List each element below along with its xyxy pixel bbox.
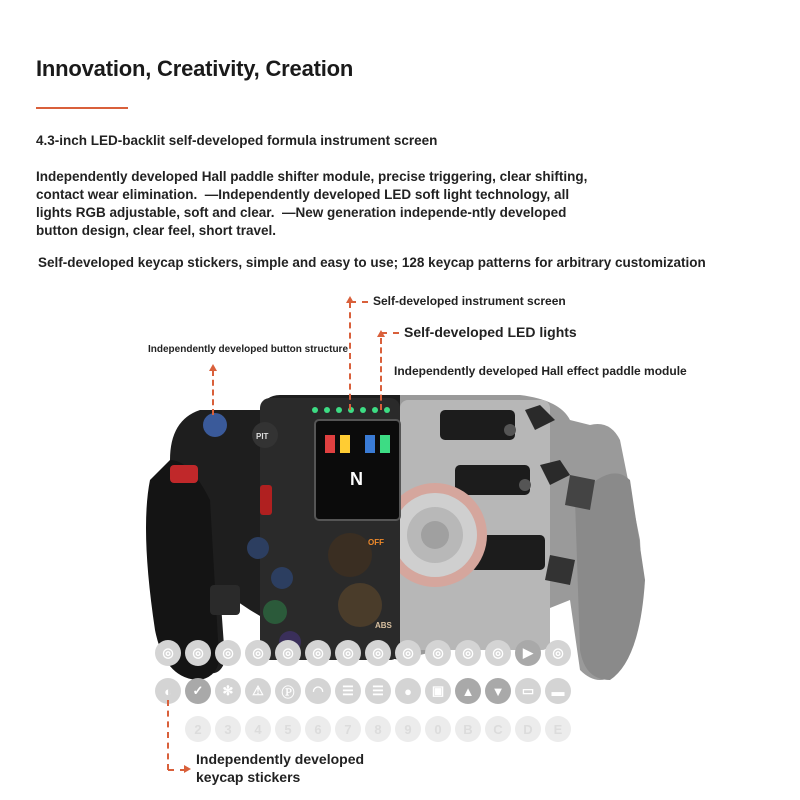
led-callout-line bbox=[380, 338, 382, 410]
left-paddle bbox=[210, 585, 240, 615]
keycap-number: 8 bbox=[365, 716, 391, 742]
keycap-number: 4 bbox=[245, 716, 271, 742]
keycap-row-3 bbox=[185, 716, 571, 742]
keycap-number: 6 bbox=[305, 716, 331, 742]
callout-keycap-stickers bbox=[196, 750, 364, 786]
abs-label: ABS bbox=[375, 621, 392, 630]
top-left-button bbox=[203, 413, 227, 437]
keycap-icon: ◎ bbox=[545, 640, 571, 666]
keycap-icon: ◎ bbox=[215, 640, 241, 666]
triangle-down-icon: ▼ bbox=[485, 678, 511, 704]
wheel-icon: ✻ bbox=[215, 678, 241, 704]
play-icon: ▶ bbox=[515, 640, 541, 666]
battery-icon: ▭ bbox=[515, 678, 541, 704]
keycap-row-2 bbox=[155, 678, 571, 704]
beam-icon: ☰ bbox=[365, 678, 391, 704]
pit-label: PIT bbox=[256, 432, 269, 441]
keycap-icon: ◎ bbox=[245, 640, 271, 666]
keycap-callout-line bbox=[167, 700, 169, 770]
led-callout-tick bbox=[381, 332, 399, 334]
keycap-number: 0 bbox=[425, 716, 451, 742]
keycap-arrow-icon bbox=[184, 765, 191, 773]
red-rotary bbox=[170, 465, 198, 483]
keycaps-paragraph: Self-developed keycap stickers, simple and easy to use; 128 keycap patterns for arbitrary customization bbox=[38, 255, 706, 270]
screen-callout-tick bbox=[350, 301, 368, 303]
callout-keycap-line1: Independently developed bbox=[196, 751, 365, 767]
page-title: Innovation, Creativity, Creation bbox=[36, 56, 354, 81]
keycap-icon: ◎ bbox=[395, 640, 421, 666]
wiper-icon: ◠ bbox=[305, 678, 331, 704]
keycap-number: C bbox=[485, 716, 511, 742]
callout-button-structure: Independently developed button structure bbox=[148, 344, 349, 355]
triangle-up-icon: ▲ bbox=[455, 678, 481, 704]
keycap-number: B bbox=[455, 716, 481, 742]
keycap-number: 2 bbox=[185, 716, 211, 742]
keycap-icon: ◎ bbox=[305, 640, 331, 666]
green-button bbox=[271, 567, 293, 589]
keycap-number: 7 bbox=[335, 716, 361, 742]
keycap-icon: ◎ bbox=[155, 640, 181, 666]
keycap-icon: ◎ bbox=[185, 640, 211, 666]
features-paragraph: Independently developed Hall paddle shifter module, precise triggering, clear shifting, contact wear elimination. —Independently developed LED soft light technology, all lights RGB adjustable, soft and clear. —New generation independe-ntly developed button design, clear feel, short travel. bbox=[36, 169, 588, 238]
blue-button bbox=[247, 537, 269, 559]
speaker-icon: ◐ bbox=[155, 678, 181, 704]
off-rotary bbox=[328, 533, 372, 577]
green-lock-button bbox=[263, 600, 287, 624]
keycap-icon: ◎ bbox=[455, 640, 481, 666]
gear-indicator: N bbox=[350, 469, 363, 489]
keycap-icon: ◎ bbox=[275, 640, 301, 666]
callout-instrument-screen: Self-developed instrument screen bbox=[373, 294, 566, 308]
keycap-icon: ◎ bbox=[485, 640, 511, 666]
button-arrow-icon bbox=[209, 364, 217, 371]
screen-paragraph: 4.3-inch LED-backlit self-developed formula instrument screen bbox=[36, 133, 438, 148]
warning-icon: ⚠ bbox=[245, 678, 271, 704]
keycap-number: E bbox=[545, 716, 571, 742]
keycap-number: 9 bbox=[395, 716, 421, 742]
off-label: OFF bbox=[368, 538, 384, 547]
seat-icon: ▣ bbox=[425, 678, 451, 704]
title-underline bbox=[36, 107, 128, 109]
check-icon: ✓ bbox=[185, 678, 211, 704]
headlight-icon: ☰ bbox=[335, 678, 361, 704]
callout-led-lights: Self-developed LED lights bbox=[404, 324, 577, 340]
keycap-number: D bbox=[515, 716, 541, 742]
callout-paddle-module: Independently developed Hall effect paddle module bbox=[394, 364, 687, 378]
keycap-icon: ◎ bbox=[365, 640, 391, 666]
mic-icon: ● bbox=[395, 678, 421, 704]
parking-icon: Ⓟ bbox=[275, 678, 301, 704]
keycap-icon: ◎ bbox=[335, 640, 361, 666]
keycap-number: 3 bbox=[215, 716, 241, 742]
keycap-icon: ◎ bbox=[425, 640, 451, 666]
red-knob bbox=[260, 485, 272, 515]
callout-keycap-line2: keycap stickers bbox=[196, 769, 301, 785]
keycap-number: 5 bbox=[275, 716, 301, 742]
car-icon: ▬ bbox=[545, 678, 571, 704]
screen-callout-line bbox=[349, 302, 351, 410]
button-callout-line bbox=[212, 370, 214, 415]
keycap-row-1 bbox=[155, 640, 571, 666]
